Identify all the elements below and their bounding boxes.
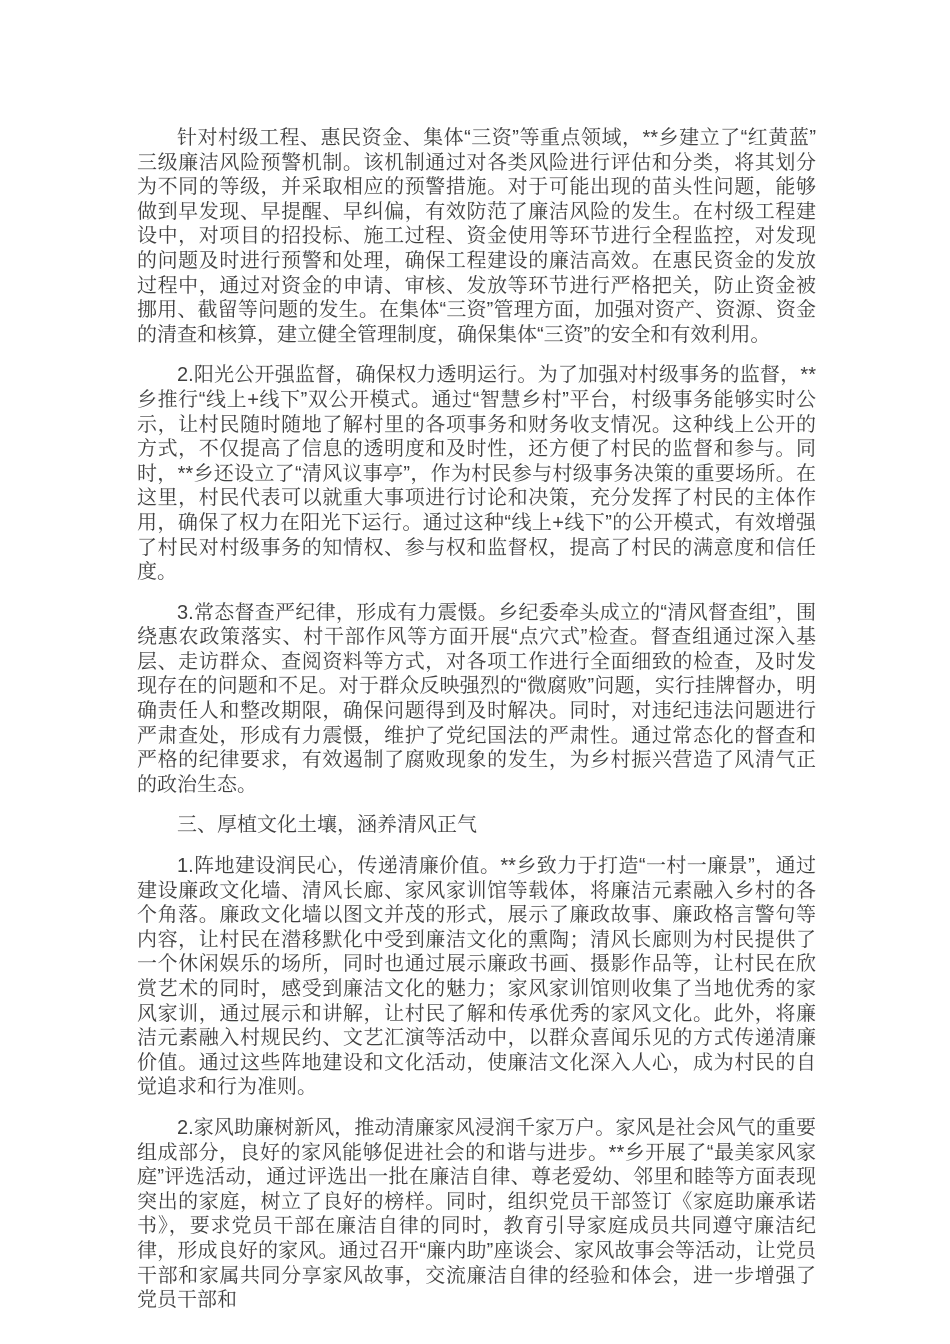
document-page (137, 0, 816, 1313)
paragraph-2-family-tradition: 2.家风助廉树新风，推动清廉家风浸润千家万户。家风是社会风气的重要组成部分，良好的家风能够促进社会的和谐与进步。**乡开展了“最美家风家庭”评选活动，通过评选出一批在廉洁自律、尊老爱幼、邻里和睦等方面表现突出的家庭，树立了良好的榜样。同时，组织党员干部签订《家庭助廉承诺书》，要求党员干部在廉洁自律的同时，教育引导家庭成员共同遵守廉洁纪律，形成良好的家风。通过召开“廉内助”座谈会、家风故事会等活动，让党员干部和家属共同分享家风故事，交流廉洁自律的经验和体会，进一步增强了党员干部和 (137, 1116, 816, 1312)
paragraph-3-regular-supervision: 3.常态督查严纪律，形成有力震慑。乡纪委牵头成立的“清风督查组”，围绕惠农政策落实、村干部作风等方面开展“点穴式”检查。督查组通过深入基层、走访群众、查阅资料等方式，对各项工作进行全面细致的检查，及时发现存在的问题和不足。对于群众反映强烈的“微腐败”问题，实行挂牌督办，明确责任人和整改期限，确保问题得到及时解决。同时，对违纪违法问题进行严肃查处，形成有力震慑，维护了党纪国法的严肃性。通过常态化的督查和严格的纪律要求，有效遏制了腐败现象的发生，为乡村振兴营造了风清气正的政治生态。 (137, 601, 816, 796)
paragraph-2-sunshine-disclosure: 2.阳光公开强监督，确保权力透明运行。为了加强对村级事务的监督，**乡推行“线上+线下”双公开模式。通过“智慧乡村”平台，村级事务能够实时公示，让村民随时随地了解村里的各项事务和财务收支情况。这种线上公开的方式，不仅提高了信息的透明度和及时性，还方便了村民的监督和参与。同时，**乡还设立了“清风议事亭”，作为村民参与村级事务决策的重要场所。在这里，村民代表可以就重大事项进行讨论和决策，充分发挥了村民的主体作用，确保了权力在阳光下运行。通过这种“线上+线下”的公开模式，有效增强了村民对村级事务的知情权、参与权和监督权，提高了村民的满意度和信任度。 (137, 364, 816, 584)
paragraph-risk-warning-mechanism: 针对村级工程、惠民资金、集体“三资”等重点领域，**乡建立了“红黄蓝”三级廉洁风险预警机制。该机制通过对各类风险进行评估和分类，将其划分为不同的等级，并采取相应的预警措施。对于可能出现的苗头性问题，能够做到早发现、早提醒、早纠偏，有效防范了廉洁风险的发生。在村级工程建设中，对项目的招投标、施工过程、资金使用等环节进行全程监控，对发现的问题及时进行预警和处理，确保工程建设的廉洁高效。在惠民资金的发放过程中，通过对资金的申请、审核、发放等环节进行严格把关，防止资金被挪用、截留等问题的发生。在集体“三资”管理方面，加强对资产、资源、资金的清查和核算，建立健全管理制度，确保集体“三资”的安全和有效利用。 (137, 127, 816, 346)
paragraph-1-culture-positions: 1.阵地建设润民心，传递清廉价值。**乡致力于打造“一村一廉景”，通过建设廉政文化墙、清风长廊、家风家训馆等载体，将廉洁元素融入乡村的各个角落。廉政文化墙以图文并茂的形式，展示了廉政故事、廉政格言警句等内容，让村民在潜移默化中受到廉洁文化的熏陶；清风长廊则为村民提供了一个休闲娱乐的场所，同时也通过展示廉政书画、摄影作品等，让村民在欣赏艺术的同时，感受到廉洁文化的魅力；家风家训馆则收集了当地优秀的家风家训，通过展示和讲解，让村民了解和传承优秀的家风文化。此外，将廉洁元素融入村规民约、文艺汇演等活动中，以群众喜闻乐见的方式传递清廉价值。通过这些阵地建设和文化活动，使廉洁文化深入人心，成为村民的自觉追求和行为准则。 (137, 855, 816, 1099)
section-heading-three-culture: 三、厚植文化土壤，涵养清风正气 (177, 814, 477, 837)
